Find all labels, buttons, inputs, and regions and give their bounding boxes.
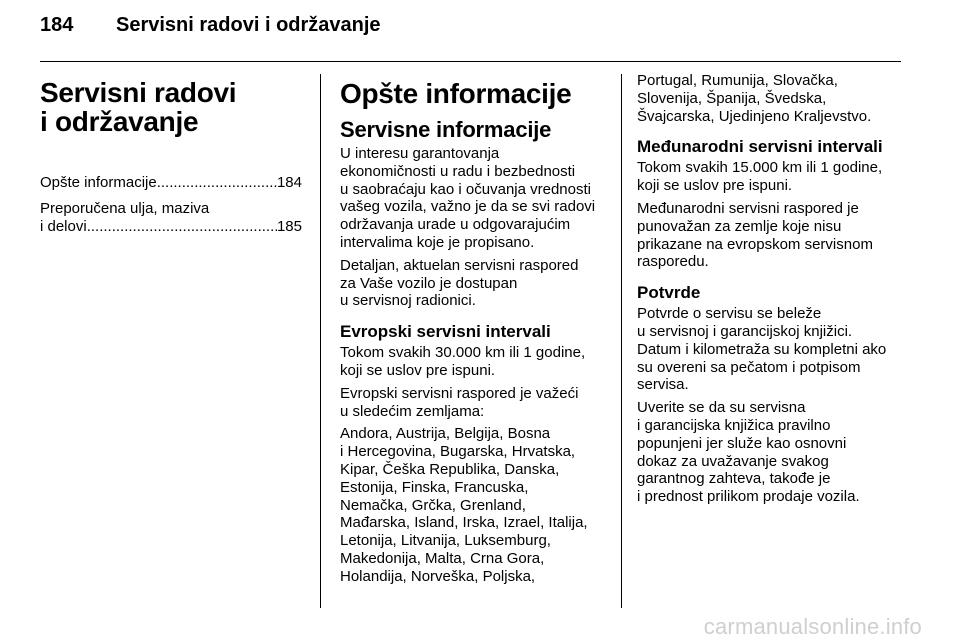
paragraph: U interesu garantovanja ekonomičnosti u radu i bezbednosti u saobraćaju kao i očuvanja vrednosti vašeg vozila, važno je da se svi radovi održavanja urade u odgovarajućim intervalima koje je propisano.: [340, 145, 596, 251]
column-divider-2: [621, 74, 622, 608]
running-title: Servisni radovi i održavanje: [116, 14, 381, 36]
toc-leader-dots: [157, 174, 277, 192]
paragraph: Međunarodni servisni raspored je punovažan za zemlje koje nisu prikazane na evropskom servisnom rasporedu.: [637, 199, 873, 271]
toc-entry-recommended-oils[interactable]: [40, 200, 302, 236]
paragraph: Uverite se da su servisna i garancijska knjižica pravilno popunjeni jer služe kao osnovni dokaz za uvažavanje svakog garantnog zahteva, takođe je i prednost prilikom prodaje vozila.: [637, 399, 860, 506]
toc-entry-text: Preporučena ulja, maziva: [40, 200, 210, 217]
toc-page-number: 185: [276, 218, 302, 235]
heading-international-intervals: Međunarodni servisni intervali: [637, 137, 883, 157]
country-list: Andora, Austrija, Belgija, Bosna i Hercegovina, Bugarska, Hrvatska, Kipar, Češka Republika, Danska, Estonija, Finska, Francuska, Nemačka, Grčka, Grenland, Mađarska, Island, Irska, Izrael, Italija, Letonija, Litvanija, Luksemburg, Makedonija, Malta, Crna Gora, Holandija, Norveška, Poljska,: [340, 425, 588, 585]
page-header: [40, 14, 381, 42]
page-number: 184: [40, 14, 74, 36]
paragraph: Potvrde o servisu se beleže u servisnoj i garancijskoj knjižici. Datum i kilometraža su kompletni ako su overeni sa pečatom i potpisom servisa.: [637, 305, 887, 394]
paragraph: Evropski servisni raspored je važeći u sledećim zemljama:: [340, 384, 579, 420]
paragraph: Detaljan, aktuelan servisni raspored za Vaše vozilo je dostupan u servisnoj radionici.: [340, 256, 579, 310]
watermark-text: carmanualsonline.info: [703, 614, 922, 639]
column-divider-1: [320, 74, 321, 608]
toc-line: [40, 218, 302, 236]
country-list-continued: Portugal, Rumunija, Slovačka, Slovenija, Španija, Švedska, Švajcarska, Ujedinjeno Kraljevstvo.: [637, 72, 872, 125]
table-of-contents: [40, 174, 302, 236]
paragraph: Tokom svakih 30.000 km ili 1 godine, koji se uslov pre ispuni.: [340, 344, 586, 379]
toc-page-number: 184: [276, 174, 302, 191]
toc-entry-text: Opšte informacije: [40, 174, 157, 191]
paragraph: Tokom svakih 15.000 km ili 1 godine, koji se uslov pre ispuni.: [637, 159, 883, 195]
subsection-title: Servisne informacije: [340, 117, 552, 142]
toc-line: [40, 200, 302, 218]
section-title: Opšte informacije: [340, 78, 572, 109]
column-2: [340, 72, 606, 586]
column-1: [40, 72, 302, 244]
heading-confirmations: Potvrde: [637, 283, 701, 303]
column-3: [637, 72, 907, 506]
toc-entry-text: i delovi: [40, 218, 87, 235]
toc-entry-general-info[interactable]: [40, 174, 302, 192]
chapter-title: Servisni radovi i održavanje: [40, 77, 237, 137]
toc-line: [40, 174, 302, 192]
toc-leader-dots: [87, 218, 277, 236]
header-divider: [40, 61, 901, 62]
heading-european-intervals: Evropski servisni intervali: [340, 322, 551, 342]
